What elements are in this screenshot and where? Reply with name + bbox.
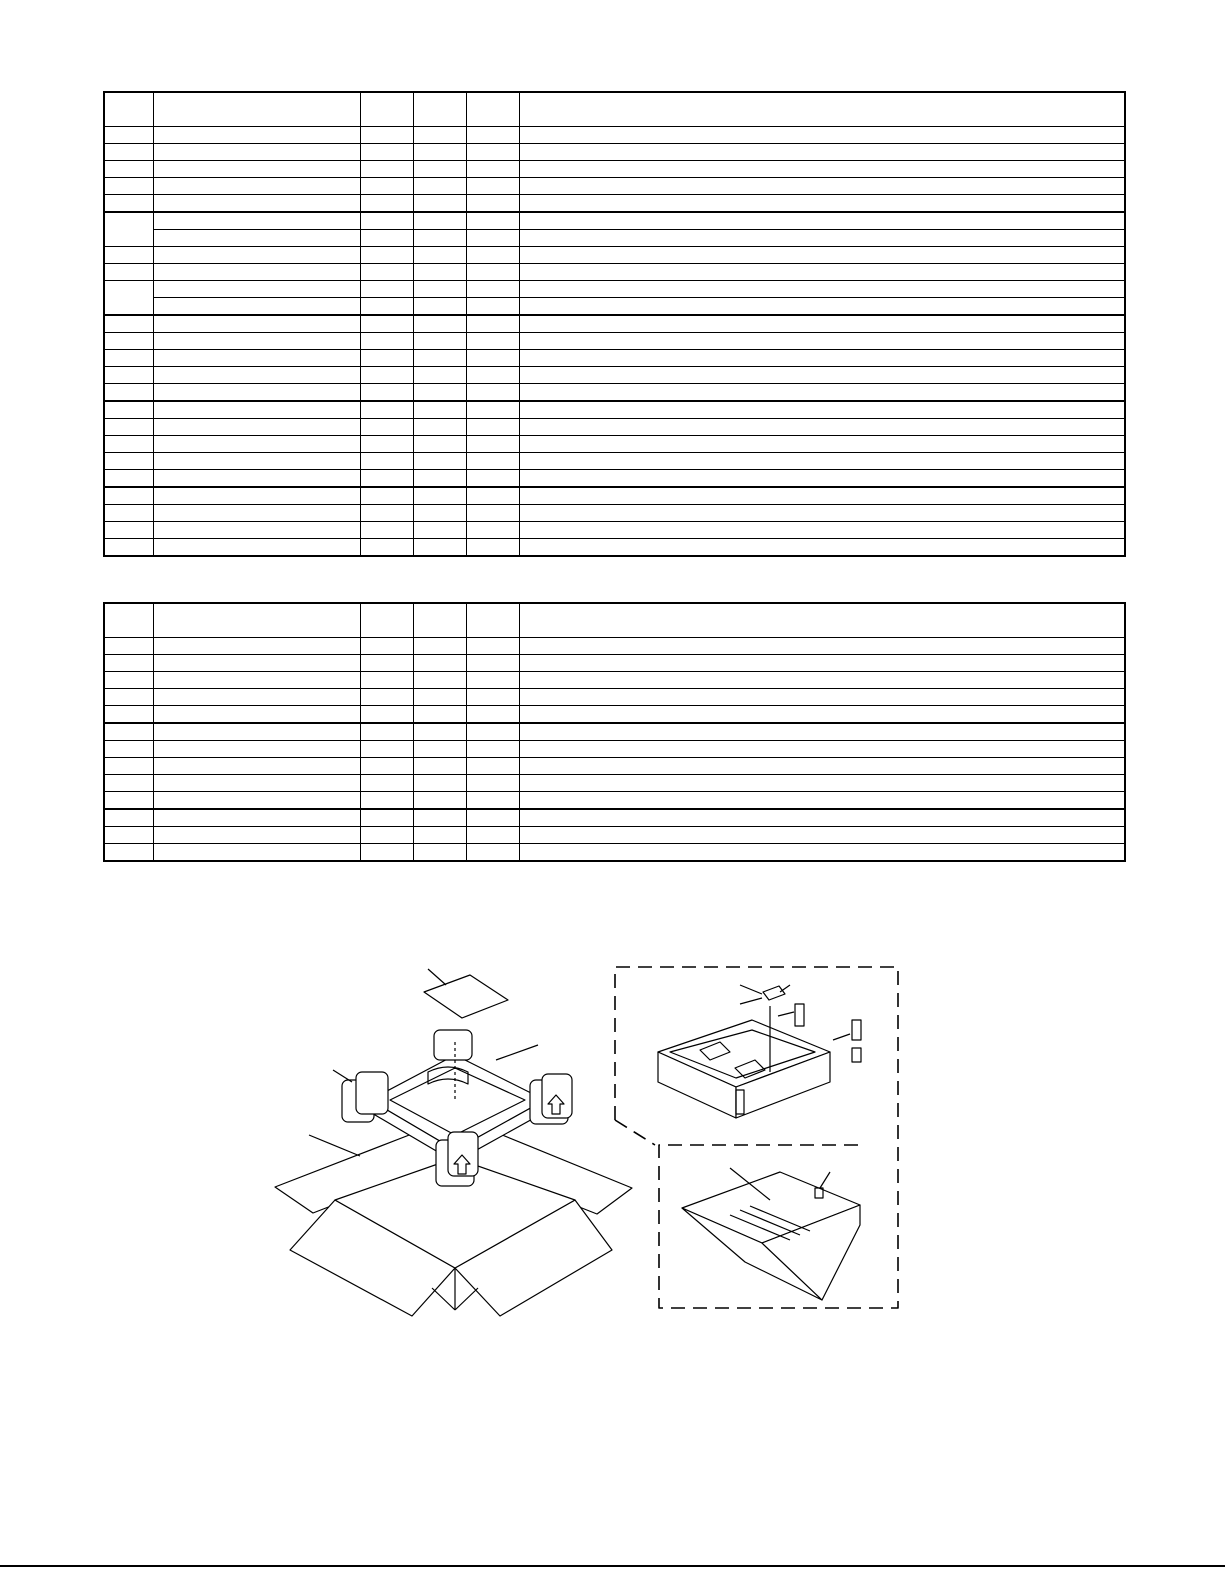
cell-a: [360, 827, 413, 844]
cell-a: [360, 367, 413, 384]
table-row: [104, 281, 1125, 298]
header-cell-b: [413, 92, 466, 127]
cell-a: [360, 419, 413, 436]
cell-no: [104, 144, 153, 161]
cell-a: [360, 247, 413, 264]
cell-c: [466, 350, 519, 367]
header-cell-no: [104, 92, 153, 127]
cell-desc: [519, 539, 1125, 557]
cell-desc: [519, 350, 1125, 367]
cell-b: [413, 419, 466, 436]
cell-name: [153, 419, 360, 436]
table-row: [104, 315, 1125, 333]
table-row: [104, 419, 1125, 436]
cell-b: [413, 178, 466, 195]
cell-no: [104, 401, 153, 419]
cell-no: [104, 827, 153, 844]
cell-name: [153, 792, 360, 810]
cell-no: [104, 281, 153, 316]
table-row: [104, 178, 1125, 195]
cell-name: [153, 844, 360, 862]
cell-desc: [519, 144, 1125, 161]
header-cell-desc: [519, 603, 1125, 638]
cell-name: [153, 453, 360, 470]
table-row: [104, 723, 1125, 741]
cell-a: [360, 144, 413, 161]
cell-a: [360, 350, 413, 367]
cell-a: [360, 792, 413, 810]
cell-c: [466, 401, 519, 419]
cell-desc: [519, 792, 1125, 810]
cell-name: [153, 230, 360, 247]
cell-name: [153, 723, 360, 741]
table-row: [104, 758, 1125, 775]
cell-no: [104, 522, 153, 539]
table-row: [104, 161, 1125, 178]
cell-name: [153, 655, 360, 672]
cell-name: [153, 827, 360, 844]
cell-no: [104, 706, 153, 724]
cell-b: [413, 195, 466, 213]
header-cell-c: [466, 603, 519, 638]
cell-a: [360, 470, 413, 488]
cell-c: [466, 470, 519, 488]
table-row: [104, 706, 1125, 724]
table-row: [104, 505, 1125, 522]
cell-b: [413, 144, 466, 161]
header-cell-b: [413, 603, 466, 638]
cell-c: [466, 706, 519, 724]
cell-b: [413, 487, 466, 505]
header-cell-desc: [519, 92, 1125, 127]
cell-desc: [519, 672, 1125, 689]
paper-cassette-drawing: [682, 1168, 860, 1300]
cell-name: [153, 367, 360, 384]
cell-no: [104, 367, 153, 384]
cell-b: [413, 247, 466, 264]
cell-name: [153, 470, 360, 488]
cell-no: [104, 505, 153, 522]
cell-name: [153, 401, 360, 419]
table-row: [104, 264, 1125, 281]
cell-desc: [519, 436, 1125, 453]
cell-desc: [519, 384, 1125, 402]
cell-desc: [519, 827, 1125, 844]
cell-a: [360, 264, 413, 281]
parts-table-1: [103, 91, 1126, 557]
header-cell-no: [104, 603, 153, 638]
cell-b: [413, 281, 466, 298]
cell-c: [466, 436, 519, 453]
paper-tray-unit-drawing: [658, 985, 861, 1118]
cell-b: [413, 401, 466, 419]
cell-desc: [519, 333, 1125, 350]
table-row: [104, 655, 1125, 672]
packing-box-drawing: [275, 1130, 632, 1316]
cell-no: [104, 212, 153, 247]
cell-c: [466, 809, 519, 827]
cell-a: [360, 195, 413, 213]
cell-c: [466, 672, 519, 689]
cell-a: [360, 775, 413, 792]
table-row: [104, 539, 1125, 557]
cell-a: [360, 672, 413, 689]
cell-name: [153, 539, 360, 557]
cell-a: [360, 333, 413, 350]
cell-desc: [519, 127, 1125, 144]
table-row: [104, 672, 1125, 689]
table-row: [104, 195, 1125, 213]
cell-a: [360, 230, 413, 247]
cell-no: [104, 161, 153, 178]
cell-no: [104, 487, 153, 505]
cell-b: [413, 758, 466, 775]
table-row: [104, 367, 1125, 384]
table-row: [104, 333, 1125, 350]
cell-c: [466, 723, 519, 741]
cell-a: [360, 539, 413, 557]
cell-name: [153, 775, 360, 792]
header-cell-a: [360, 92, 413, 127]
table-row: [104, 689, 1125, 706]
cell-no: [104, 247, 153, 264]
cell-c: [466, 212, 519, 230]
cell-no: [104, 195, 153, 213]
cell-desc: [519, 706, 1125, 724]
cell-no: [104, 792, 153, 810]
cell-a: [360, 298, 413, 316]
cell-a: [360, 453, 413, 470]
header-cell-c: [466, 92, 519, 127]
cell-a: [360, 809, 413, 827]
cell-name: [153, 281, 360, 298]
cell-name: [153, 522, 360, 539]
cell-no: [104, 470, 153, 488]
cell-c: [466, 758, 519, 775]
table-row: [104, 298, 1125, 316]
cell-c: [466, 522, 519, 539]
cell-desc: [519, 247, 1125, 264]
table-row: [104, 384, 1125, 402]
cell-name: [153, 350, 360, 367]
cell-name: [153, 741, 360, 758]
detail-frame: [615, 967, 898, 1308]
cell-c: [466, 333, 519, 350]
table-row: [104, 230, 1125, 247]
cell-c: [466, 741, 519, 758]
cell-b: [413, 264, 466, 281]
cell-name: [153, 758, 360, 775]
cell-b: [413, 453, 466, 470]
cell-name: [153, 298, 360, 316]
cell-desc: [519, 264, 1125, 281]
cell-no: [104, 384, 153, 402]
table-body-2: [104, 638, 1125, 862]
header-cell-name: [153, 92, 360, 127]
cell-no: [104, 638, 153, 655]
cell-a: [360, 487, 413, 505]
cell-desc: [519, 281, 1125, 298]
table-row: [104, 487, 1125, 505]
cell-name: [153, 161, 360, 178]
cell-name: [153, 144, 360, 161]
cell-b: [413, 470, 466, 488]
cell-a: [360, 212, 413, 230]
cell-desc: [519, 655, 1125, 672]
cell-no: [104, 809, 153, 827]
cell-b: [413, 672, 466, 689]
cell-b: [413, 161, 466, 178]
table-row: [104, 638, 1125, 655]
cell-a: [360, 281, 413, 298]
cell-b: [413, 792, 466, 810]
cell-no: [104, 333, 153, 350]
cell-c: [466, 844, 519, 862]
cell-b: [413, 522, 466, 539]
cell-no: [104, 655, 153, 672]
cell-c: [466, 178, 519, 195]
cell-desc: [519, 315, 1125, 333]
cell-name: [153, 436, 360, 453]
cell-name: [153, 178, 360, 195]
cell-name: [153, 638, 360, 655]
cell-c: [466, 230, 519, 247]
cell-c: [466, 281, 519, 298]
cell-no: [104, 672, 153, 689]
cell-desc: [519, 298, 1125, 316]
cell-c: [466, 792, 519, 810]
cell-no: [104, 741, 153, 758]
cell-name: [153, 487, 360, 505]
cell-a: [360, 436, 413, 453]
cell-b: [413, 367, 466, 384]
cell-a: [360, 723, 413, 741]
cell-no: [104, 775, 153, 792]
cell-desc: [519, 161, 1125, 178]
cell-a: [360, 689, 413, 706]
cell-name: [153, 247, 360, 264]
cell-name: [153, 264, 360, 281]
cell-b: [413, 539, 466, 557]
cell-name: [153, 706, 360, 724]
cell-c: [466, 638, 519, 655]
cell-name: [153, 195, 360, 213]
cell-no: [104, 315, 153, 333]
cell-a: [360, 522, 413, 539]
cell-b: [413, 638, 466, 655]
cell-b: [413, 723, 466, 741]
cell-no: [104, 436, 153, 453]
cell-c: [466, 539, 519, 557]
cell-desc: [519, 505, 1125, 522]
cell-no: [104, 178, 153, 195]
cell-desc: [519, 401, 1125, 419]
cell-name: [153, 127, 360, 144]
cell-desc: [519, 487, 1125, 505]
table-row: [104, 470, 1125, 488]
table-row: [104, 775, 1125, 792]
cell-no: [104, 723, 153, 741]
cell-b: [413, 436, 466, 453]
cell-b: [413, 212, 466, 230]
cell-a: [360, 758, 413, 775]
cell-name: [153, 333, 360, 350]
cell-b: [413, 127, 466, 144]
table-row: [104, 844, 1125, 862]
cell-no: [104, 127, 153, 144]
cell-no: [104, 758, 153, 775]
cell-a: [360, 384, 413, 402]
cell-a: [360, 161, 413, 178]
cell-a: [360, 706, 413, 724]
cell-name: [153, 315, 360, 333]
cell-desc: [519, 758, 1125, 775]
cell-desc: [519, 195, 1125, 213]
cell-a: [360, 741, 413, 758]
cell-no: [104, 689, 153, 706]
cell-name: [153, 672, 360, 689]
cell-name: [153, 212, 360, 230]
cell-c: [466, 775, 519, 792]
table-header-row: [104, 603, 1125, 638]
cell-b: [413, 505, 466, 522]
cell-c: [466, 144, 519, 161]
cell-b: [413, 741, 466, 758]
table-row: [104, 827, 1125, 844]
cell-b: [413, 706, 466, 724]
cell-b: [413, 775, 466, 792]
cell-no: [104, 844, 153, 862]
cell-desc: [519, 178, 1125, 195]
cell-b: [413, 844, 466, 862]
cell-a: [360, 401, 413, 419]
cell-b: [413, 384, 466, 402]
cell-c: [466, 315, 519, 333]
cell-c: [466, 827, 519, 844]
cell-b: [413, 298, 466, 316]
cell-a: [360, 844, 413, 862]
cell-c: [466, 247, 519, 264]
cell-c: [466, 127, 519, 144]
bottom-rule: [0, 1565, 1225, 1567]
cell-desc: [519, 809, 1125, 827]
table-row: [104, 247, 1125, 264]
cell-desc: [519, 419, 1125, 436]
cell-desc: [519, 230, 1125, 247]
cell-c: [466, 655, 519, 672]
cell-c: [466, 264, 519, 281]
cell-c: [466, 384, 519, 402]
cell-desc: [519, 689, 1125, 706]
cell-b: [413, 333, 466, 350]
table-row: [104, 127, 1125, 144]
table-row: [104, 792, 1125, 810]
tray-frame-drawing: [333, 1030, 572, 1186]
cell-no: [104, 419, 153, 436]
cell-desc: [519, 367, 1125, 384]
cell-a: [360, 505, 413, 522]
cell-a: [360, 655, 413, 672]
cell-desc: [519, 775, 1125, 792]
cell-b: [413, 655, 466, 672]
cell-a: [360, 127, 413, 144]
cell-b: [413, 315, 466, 333]
cell-c: [466, 487, 519, 505]
cell-name: [153, 384, 360, 402]
cell-desc: [519, 522, 1125, 539]
table-body-1: [104, 127, 1125, 557]
cell-no: [104, 350, 153, 367]
cell-b: [413, 350, 466, 367]
cell-desc: [519, 453, 1125, 470]
table-row: [104, 809, 1125, 827]
cell-desc: [519, 212, 1125, 230]
cell-c: [466, 161, 519, 178]
cell-c: [466, 195, 519, 213]
cell-name: [153, 809, 360, 827]
cell-c: [466, 453, 519, 470]
cell-a: [360, 315, 413, 333]
table-row: [104, 144, 1125, 161]
cell-b: [413, 689, 466, 706]
cell-b: [413, 827, 466, 844]
table-row: [104, 436, 1125, 453]
table-header-row: [104, 92, 1125, 127]
sheet-drawing: [424, 969, 508, 1018]
table-row: [104, 212, 1125, 230]
cell-desc: [519, 470, 1125, 488]
cell-desc: [519, 723, 1125, 741]
cell-c: [466, 367, 519, 384]
table-row: [104, 522, 1125, 539]
table-row: [104, 350, 1125, 367]
cell-c: [466, 419, 519, 436]
parts-table-2: [103, 602, 1126, 862]
cell-a: [360, 178, 413, 195]
cell-desc: [519, 638, 1125, 655]
table-row: [104, 453, 1125, 470]
cell-no: [104, 453, 153, 470]
cell-name: [153, 505, 360, 522]
cell-no: [104, 539, 153, 557]
cell-desc: [519, 844, 1125, 862]
header-cell-name: [153, 603, 360, 638]
cell-b: [413, 230, 466, 247]
table-row: [104, 741, 1125, 758]
header-cell-a: [360, 603, 413, 638]
cell-c: [466, 298, 519, 316]
cell-b: [413, 809, 466, 827]
cell-a: [360, 638, 413, 655]
cell-no: [104, 264, 153, 281]
cell-c: [466, 505, 519, 522]
cell-desc: [519, 741, 1125, 758]
cell-c: [466, 689, 519, 706]
cell-name: [153, 689, 360, 706]
table-row: [104, 401, 1125, 419]
